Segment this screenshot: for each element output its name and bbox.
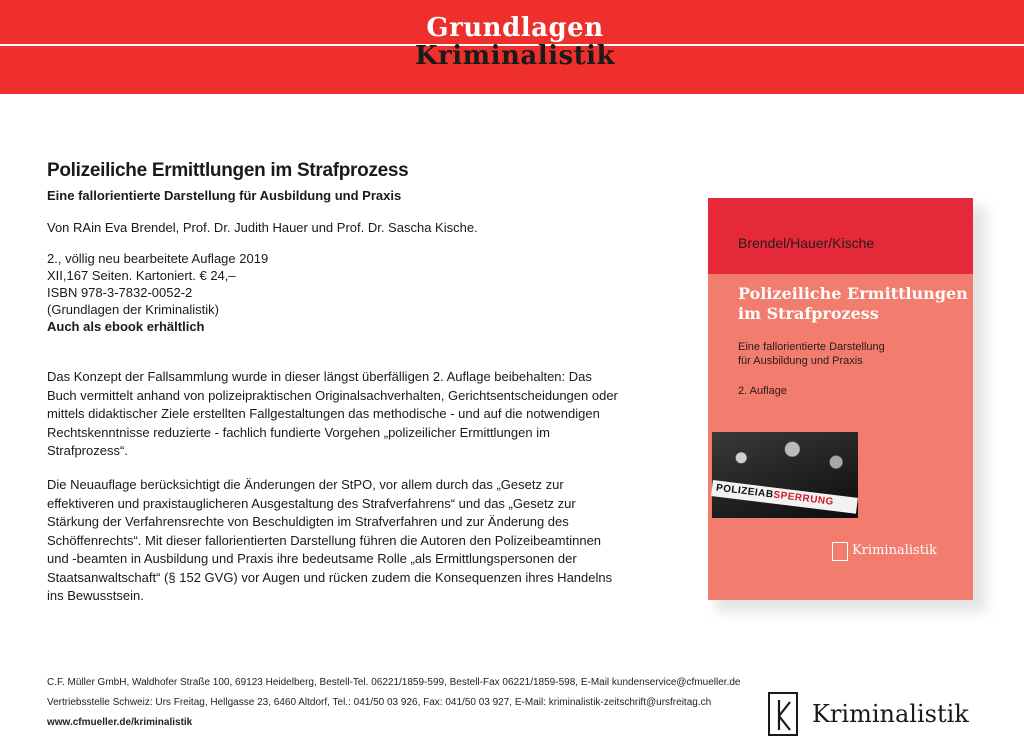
cover-subtitle-line2: für Ausbildung und Praxis [738,355,863,367]
book-subtitle: Eine fallorientierte Darstellung für Ausbildung und Praxis [47,188,402,203]
brand-name: Kriminalistik [812,700,969,728]
book-title: Polizeiliche Ermittlungen im Strafprozess [47,160,409,181]
cover-publisher: Kriminalistik [852,543,937,558]
series-logo-line2: Kriminalistik [414,41,616,71]
book-meta [47,250,268,335]
footer-address-switzerland: Vertriebsstelle Schweiz: Urs Freitag, Hellgasse 23, 6460 Altdorf, Tel.: 041/50 03 926, Fax: 041/50 03 927, E-Mail: kriminalistik-zeitschrift@ursfreitag.ch [47,697,712,708]
cover-edition: 2. Auflage [738,385,787,397]
police-tape [711,480,858,514]
series-logo-line1: Grundlagen [426,13,604,43]
kriminalistik-logo-icon [768,692,798,736]
cover-title-line2: im Strafprozess [738,304,879,323]
cover-subtitle-line1: Eine fallorientierte Darstellung [738,341,885,353]
cover-publisher-icon [832,542,848,561]
description-paragraph-1: Das Konzept der Fallsammlung wurde in dieser längst überfälligen 2. Auflage beibehalten: Das Buch vermittelt anhand von polizeipraktischen Originalsachverhalten, Gerichtsentscheidungen oder mittels didaktischer Ziele erstellten Fallgestaltungen das methodische - und auf die notwendigen Rechtskenntnisse reduzierte - fachlich fundierte Vorgehen „polizeilicher Ermittlungen im Strafprozess“. [47,369,618,458]
isbn: ISBN 978-3-7832-0052-2 [47,285,193,300]
police-tape-text-b: SPERRUNG [772,489,835,508]
book-cover [708,198,973,600]
header-band [0,0,1024,94]
cover-photo [712,432,858,518]
brand-logo [768,692,998,736]
series-info: (Grundlagen der Kriminalistik) [47,302,219,317]
cover-subtitle [738,340,885,368]
cover-title-line1: Polizeiliche Ermittlungen [738,284,968,303]
book-authors: Von RAin Eva Brendel, Prof. Dr. Judith Hauer und Prof. Dr. Sascha Kische. [47,220,478,235]
cover-authors: Brendel/Hauer/Kische [738,235,875,251]
description-paragraph-2: Die Neuauflage berücksichtigt die Änderungen der StPO, vor allem durch das „Gesetz zur effektiveren und praxistauglicheren Ausgestaltung des Strafverfahrens“ und das „Gesetz zur Stärkung der Verfahrensrechte von Beschuldigten im Strafverfahren und zur Änderung des Schöffenrechts“. Mit dieser fallorientierten Darstellung führen die Autoren den Polizeibeamtinnen und -beamten in Ausbildung und Praxis ihre bedeutsame Rolle „als Ermittlungspersonen der Staatsanwaltschaft“ (§ 152 GVG) vor Augen und rücken zudem die Konsequenzen ihres Handelns ins Bewusstsein. [47,477,613,603]
edition-info: 2., völlig neu bearbeitete Auflage 2019 [47,251,269,266]
police-tape-text-a: POLIZEIAB [715,482,775,501]
footer-website-link[interactable]: www.cfmueller.de/kriminalistik [47,717,193,728]
ebook-note: Auch als ebook erhältlich [47,319,205,334]
cover-title [738,284,968,324]
series-logo [400,14,630,76]
pages-price: XII,167 Seiten. Kartoniert. € 24,– [47,268,236,283]
footer-address-germany: C.F. Müller GmbH, Waldhofer Straße 100, 69123 Heidelberg, Bestell-Tel. 06221/1859-599, Bestell-Fax 06221/1859-598, E-Mail kundenservice@cfmueller.de [47,677,741,688]
